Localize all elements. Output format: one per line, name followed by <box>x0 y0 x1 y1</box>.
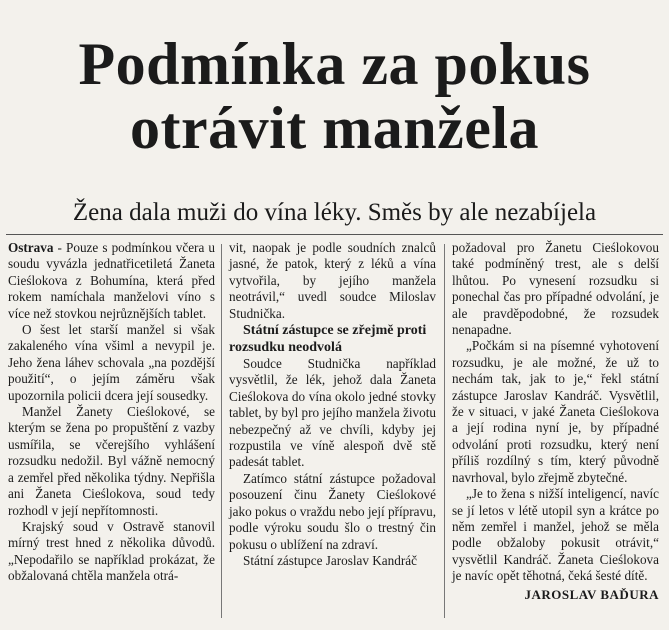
paragraph-text: - Pouze s podmínkou včera u soudu vyvázla jednatřicetiletá Žaneta Cieślokova z Bohumína, která před rokem namíchala manželovi víno s více než stovkou nejrůznějších tablet. <box>8 240 215 321</box>
paragraph: Soudce Studnička například vysvětlil, že lék, jehož dala Žaneta Cieślokova do vína okolo jedné stovky tablet, by byl pro jejího manžela životu nebezpečný až ve chvíli, kdyby jej rozpustila ve víně alespoň dvě stě padesát tablet. <box>229 356 436 470</box>
paragraph: Manžel Žanety Cieślokové, se kterým se žena po propuštění z vazby usmířila, se včerejšího vyhlášení rozsudku nedožil. Byl vážně nemocný a zemřel před několika týdny. Nepřišla ani Žaneta Cieślokova, soud tedy rozhodl v její nepřítomnosti. <box>8 404 215 518</box>
column-1 <box>8 240 215 585</box>
paragraph: O šest let starší manžel si však zakaleného vína všiml a nevypil je. Jeho žena láhev schovala „na pozdější použití“, o jejím záměru však upozornila policii dcera její sousedky. <box>8 322 215 403</box>
paragraph: „Počkám si na písemné vyhotovení rozsudku, je ale možné, že už to nechám tak, jak to je,“ řekl státní zástupce Jaroslav Kandráč. Vysvětlil, že v situaci, v jaké Žaneta Cieślokova a její rodina nyní je, by případné odvolání proti rozsudku, který není příliš rozdílný s tím, který původně navrhoval, bylo zřejmě zbytečné. <box>452 338 659 485</box>
header-rule <box>6 234 663 235</box>
column-3 <box>452 240 659 603</box>
paragraph: Státní zástupce Jaroslav Kandráč <box>243 552 417 568</box>
paragraph: Zatímco státní zástupce požadoval posouzení činu Žanety Cieślokové jako pokus o vraždu nebo její přípravu, podle výroku soudu šlo o trestný čin pokusu o ublížení na zdraví. <box>229 470 436 552</box>
paragraph: požadoval pro Žanetu Cieślokovou také podmíněný trest, ale s delší lhůtou. Po vynesení rozsudku si ponechal čas pro případné odvolání, je ale pravděpodobné, že rozsudek nenapadne. <box>452 240 659 338</box>
headline-line-1: Podmínka za pokus <box>78 31 591 97</box>
column-2 <box>229 240 436 569</box>
paragraph <box>8 240 215 322</box>
paragraph: Krajský soud v Ostravě stanovil mírný trest hned z několika důvodů. „Nepodařilo se například prokázat, že obžalovaná chtěla manžela otrá- <box>8 518 215 584</box>
column-divider <box>221 244 222 618</box>
paragraph: „Je to žena s nižší inteligencí, navíc se jí letos v létě utopil syn a krátce po něm zemřel i manžel, jehož se měla podle obžaloby pokusit otrávit,“ vysvětlil Kandráč. Žaneta Cieślokova je navíc opět těhotná, čeká šesté dítě. <box>452 486 659 584</box>
crosshead: Státní zástupce se zřejmě proti rozsudku neodvolá <box>229 323 427 356</box>
paragraph: vit, naopak je podle soudních znalců jasné, že patok, který z léků a vína vytvořila, by jejího manžela neotrávil,“ uvedl soudce Miloslav Studnička. <box>229 240 436 321</box>
subheadline: Žena dala muži do vína léky. Směs by ale nezabíjela <box>72 199 597 226</box>
column-divider <box>444 244 445 618</box>
headline <box>0 32 669 160</box>
byline: JAROSLAV BAĎURA <box>524 586 659 602</box>
dateline: Ostrava <box>8 240 54 255</box>
headline-line-2: otrávit manžela <box>129 95 540 161</box>
